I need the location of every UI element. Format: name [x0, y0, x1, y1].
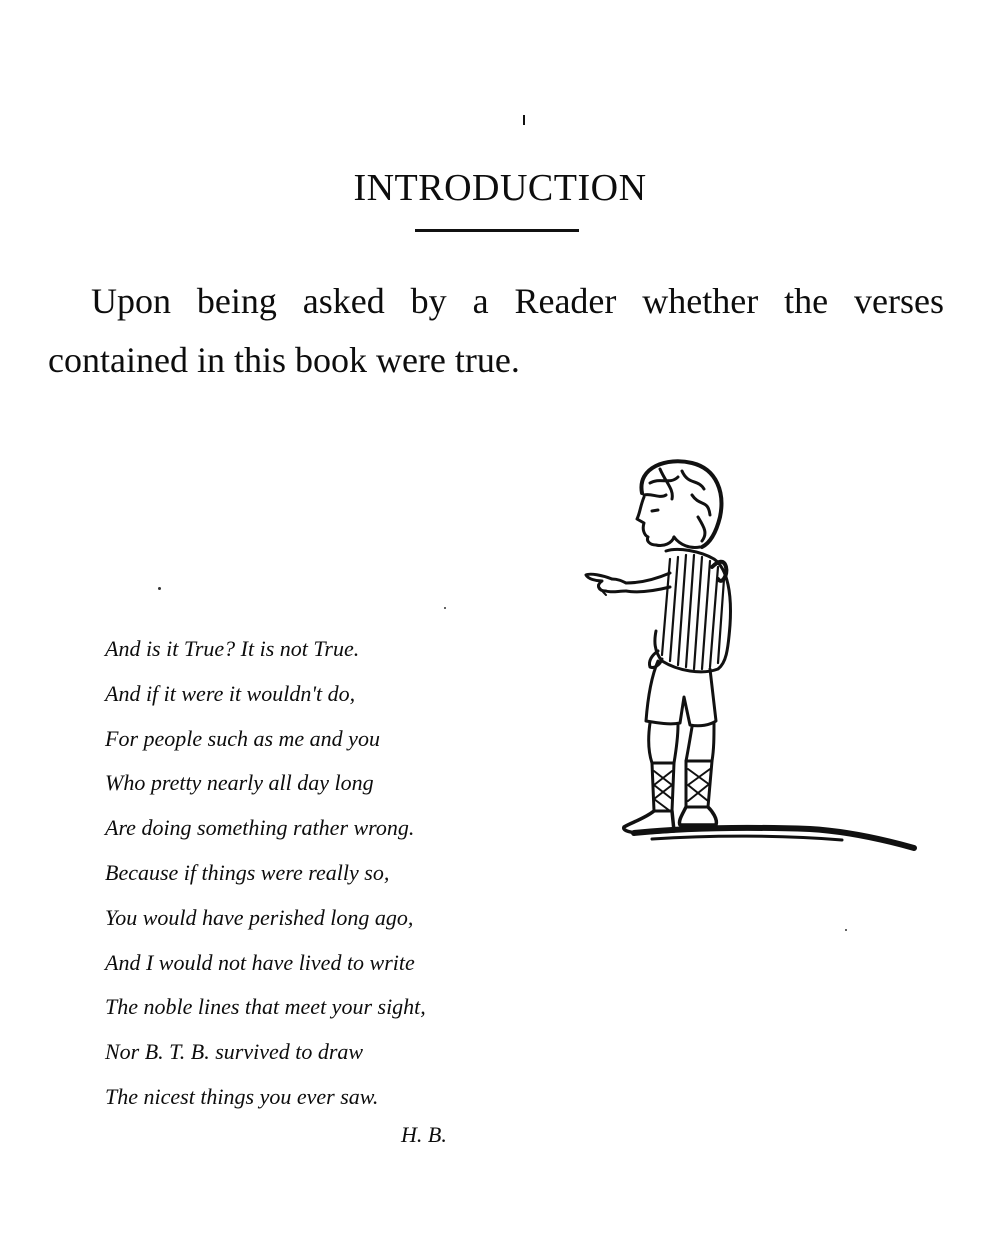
- poem-line: Who pretty nearly all day long: [105, 770, 374, 796]
- ink-speck: [845, 929, 847, 931]
- boy-pointing-illustration: [582, 455, 922, 860]
- ink-speck: [158, 587, 161, 590]
- pointing-arm: [612, 573, 670, 583]
- poem-line: The nicest things you ever saw.: [105, 1083, 379, 1109]
- poem-line: Nor B. T. B. survived to draw: [105, 1039, 364, 1065]
- poem: [105, 627, 426, 1120]
- face: [637, 497, 674, 546]
- printer-mark: [523, 115, 525, 125]
- poem-line: Because if things were really so,: [105, 859, 390, 885]
- shoe-right: [679, 807, 716, 825]
- intro-paragraph: Upon being asked by a Reader whether the verses contained in this book were true.: [48, 281, 944, 380]
- poem-line: For people such as me and you: [105, 725, 380, 751]
- poem-signature: H. B.: [401, 1122, 447, 1147]
- title-rule: [415, 229, 579, 232]
- poem-line: You would have perished long ago,: [105, 904, 414, 930]
- poem-line: And I would not have lived to write: [105, 949, 415, 975]
- poem-line: The noble lines that meet your sight,: [105, 994, 426, 1020]
- poem-line: And if it were it wouldn't do,: [105, 680, 356, 706]
- ink-speck: [444, 607, 446, 609]
- pointing-hand: [586, 574, 626, 592]
- poem-line: And is it True? It is not True.: [105, 636, 360, 661]
- poem-line: Are doing something rather wrong.: [105, 815, 415, 841]
- page-title: INTRODUCTION: [353, 167, 647, 209]
- hair: [641, 461, 721, 547]
